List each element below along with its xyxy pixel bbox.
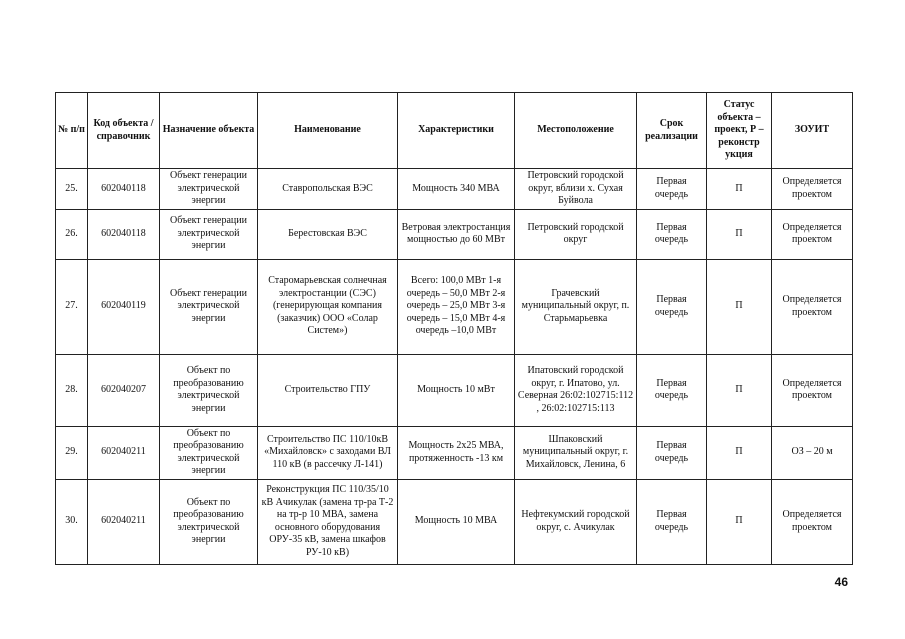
header-characteristics: Характеристики: [398, 93, 515, 169]
header-zouit: ЗОУИТ: [772, 93, 853, 169]
cell-status: П: [707, 169, 772, 210]
cell-status: П: [707, 259, 772, 354]
cell-characteristics: Ветровая электростанция мощностью до 60 МВт: [398, 209, 515, 259]
cell-name: Строительство ПС 110/10кВ «Михайловск» с заходами ВЛ 110 кВ (в рассечку Л-141): [258, 426, 398, 479]
cell-purpose: Объект по преобразованию электрической энергии: [160, 479, 258, 564]
cell-zouit: Определяется проектом: [772, 209, 853, 259]
cell-term: Первая очередь: [637, 354, 707, 426]
cell-code: 602040118: [88, 209, 160, 259]
table-row: [56, 426, 853, 479]
table-header-row: [56, 93, 853, 169]
cell-name: Берестовская ВЭС: [258, 209, 398, 259]
table-row: [56, 479, 853, 564]
cell-number: 26.: [56, 209, 88, 259]
cell-number: 30.: [56, 479, 88, 564]
cell-location: Петровский городской округ: [515, 209, 637, 259]
cell-zouit: Определяется проектом: [772, 354, 853, 426]
page-number: 46: [834, 575, 848, 589]
cell-characteristics: Мощность 2х25 МВА, протяженность -13 км: [398, 426, 515, 479]
objects-table: [55, 92, 853, 565]
cell-term: Первая очередь: [637, 209, 707, 259]
cell-location: Нефтекумский городской округ, с. Ачикулак: [515, 479, 637, 564]
cell-name: Строительство ГПУ: [258, 354, 398, 426]
cell-purpose: Объект по преобразованию электрической энергии: [160, 426, 258, 479]
cell-code: 602040211: [88, 479, 160, 564]
header-term: Срок реализации: [637, 93, 707, 169]
cell-code: 602040207: [88, 354, 160, 426]
cell-purpose: Объект генерации электрической энергии: [160, 259, 258, 354]
cell-code: 602040118: [88, 169, 160, 210]
cell-name: Ставропольская ВЭС: [258, 169, 398, 210]
cell-status: П: [707, 209, 772, 259]
table-row: [56, 354, 853, 426]
cell-name: Старомарьевская солнечная электростанции (СЭС) (генерирующая компания (заказчик) ООО «Солар Систем»): [258, 259, 398, 354]
cell-location: Ипатовский городской округ, г. Ипатово, ул. Северная 26:02:102715:112 , 26:02:102715:113: [515, 354, 637, 426]
cell-zouit: ОЗ – 20 м: [772, 426, 853, 479]
cell-zouit: Определяется проектом: [772, 479, 853, 564]
cell-name: Реконструкция ПС 110/35/10 кВ Ачикулак (замена тр-ра Т-2 на тр-р 10 МВА, замена основного оборудования ОРУ-35 кВ, замена шкафов РУ-10 кВ): [258, 479, 398, 564]
cell-location: Петровский городской округ, вблизи х. Сухая Буйвола: [515, 169, 637, 210]
table-row: [56, 169, 853, 210]
cell-number: 25.: [56, 169, 88, 210]
header-number: № п/п: [56, 93, 88, 169]
cell-status: П: [707, 354, 772, 426]
cell-location: Шпаковский муниципальный округ, г. Михайловск, Ленина, 6: [515, 426, 637, 479]
cell-status: П: [707, 426, 772, 479]
cell-status: П: [707, 479, 772, 564]
cell-term: Первая очередь: [637, 169, 707, 210]
cell-number: 28.: [56, 354, 88, 426]
cell-term: Первая очередь: [637, 426, 707, 479]
header-location: Местоположение: [515, 93, 637, 169]
cell-characteristics: Мощность 10 МВА: [398, 479, 515, 564]
table-row: [56, 259, 853, 354]
cell-zouit: Определяется проектом: [772, 169, 853, 210]
cell-code: 602040119: [88, 259, 160, 354]
cell-term: Первая очередь: [637, 259, 707, 354]
cell-characteristics: Всего: 100,0 МВт 1-я очередь – 50,0 МВт 2-я очередь – 25,0 МВт 3-я очередь – 15,0 МВт 4-я очередь –10,0 МВт: [398, 259, 515, 354]
cell-number: 29.: [56, 426, 88, 479]
cell-code: 602040211: [88, 426, 160, 479]
cell-characteristics: Мощность 340 МВА: [398, 169, 515, 210]
table-row: [56, 209, 853, 259]
cell-number: 27.: [56, 259, 88, 354]
cell-purpose: Объект по преобразованию электрической энергии: [160, 354, 258, 426]
cell-purpose: Объект генерации электрической энергии: [160, 169, 258, 210]
cell-location: Грачевский муниципальный округ, п. Старьмарьевка: [515, 259, 637, 354]
header-object-code: Код объекта / справочник: [88, 93, 160, 169]
header-status: Статус объекта – проект, Р – реконстр укция: [707, 93, 772, 169]
cell-characteristics: Мощность 10 мВт: [398, 354, 515, 426]
header-name: Наименование: [258, 93, 398, 169]
object-table-wrapper: [55, 92, 853, 565]
header-purpose: Назначение объекта: [160, 93, 258, 169]
cell-zouit: Определяется проектом: [772, 259, 853, 354]
cell-purpose: Объект генерации электрической энергии: [160, 209, 258, 259]
cell-term: Первая очередь: [637, 479, 707, 564]
